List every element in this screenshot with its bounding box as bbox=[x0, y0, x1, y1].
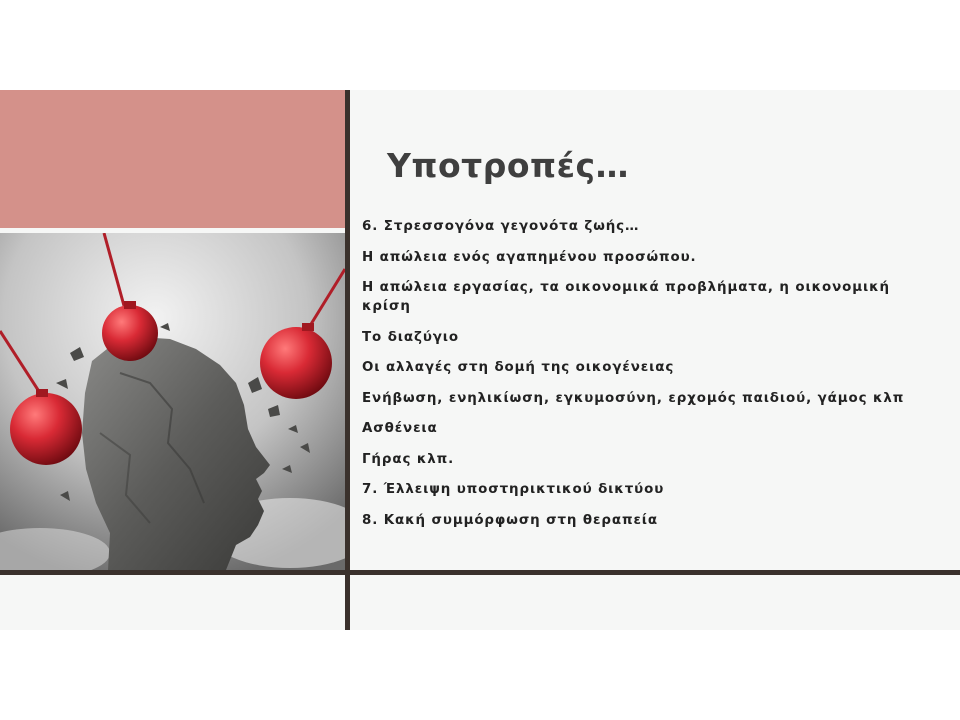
list-item: 8. Κακή συμμόρφωση στη θεραπεία bbox=[362, 512, 659, 528]
list-item: 7. Έλλειψη υποστηρικτικού δικτύου bbox=[362, 482, 665, 497]
content-list bbox=[362, 217, 922, 541]
vertical-divider bbox=[345, 90, 350, 630]
list-item: Η απώλεια ενός αγαπημένου προσώπου. bbox=[362, 249, 697, 265]
list-item: Οι αλλαγές στη δομή της οικογένειας bbox=[362, 360, 675, 375]
head-with-wrecking-balls-icon bbox=[0, 233, 345, 570]
list-item: Ενήβωση, ενηλικίωση, εγκυμοσύνη, ερχομός παιδιού, γάμος κλπ bbox=[362, 390, 905, 406]
list-item: Το διαζύγιο bbox=[362, 329, 460, 345]
list-item: 6. Στρεσσογόνα γεγονότα ζωής… bbox=[362, 219, 640, 234]
horizontal-divider bbox=[0, 570, 960, 575]
accent-block bbox=[0, 90, 345, 228]
slide bbox=[0, 90, 960, 630]
list-item: Γήρας κλπ. bbox=[362, 451, 455, 467]
slide-title: Υποτροπές… bbox=[387, 146, 630, 185]
list-item: Ασθένεια bbox=[362, 421, 438, 436]
list-item: Η απώλεια εργασίας, τα οικονομικά προβλήματα, η οικονομική κρίση bbox=[362, 280, 890, 314]
